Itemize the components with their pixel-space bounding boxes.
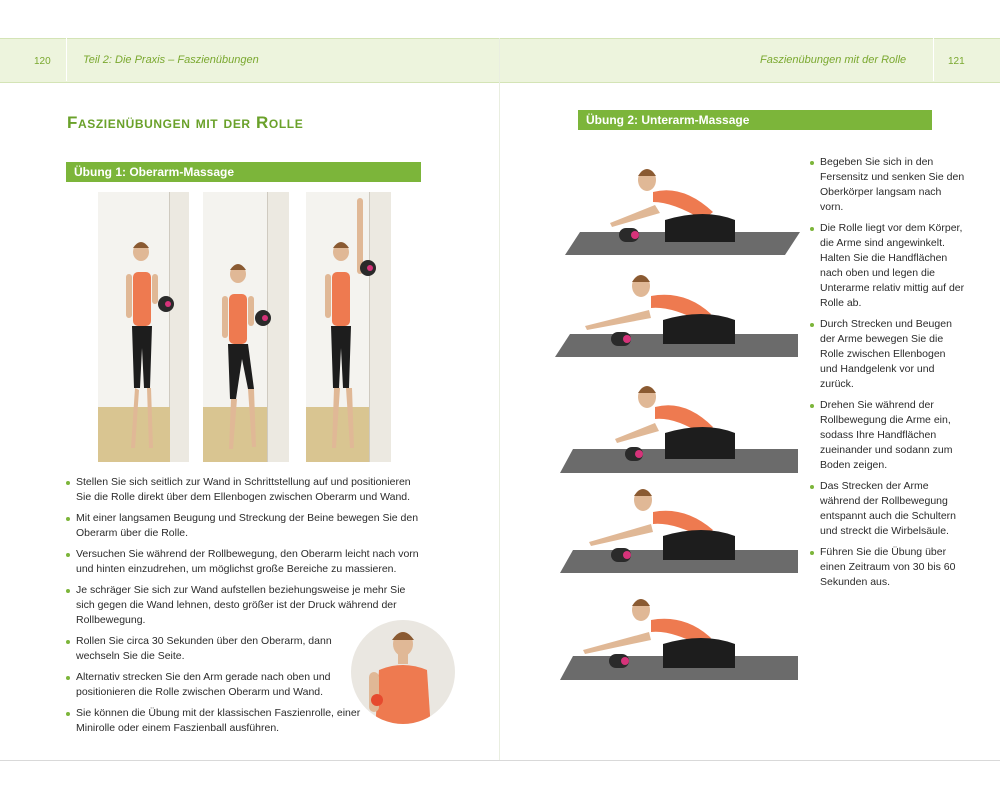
list-item: Die Rolle liegt vor dem Körper, die Arme sind angewinkelt. Halten Sie die Handflächen nach oben und legen die Unterarme relativ mittig auf der Rolle ab.	[810, 221, 965, 311]
left-running-title: Teil 2: Die Praxis – Faszienübungen	[83, 54, 259, 66]
right-running-title: Faszienübungen mit der Rolle	[760, 54, 907, 66]
photo-kneeling-2	[555, 262, 805, 362]
list-item: Begeben Sie sich in den Fersensitz und senken Sie den Oberkörper langsam nach vorn.	[810, 155, 965, 215]
list-item: Alternativ strecken Sie den Arm gerade nach oben und positionieren die Rolle zwischen Oberarm und Wand.	[66, 670, 346, 700]
photo-standing-1	[98, 192, 189, 462]
photo-circle-faszienball	[351, 620, 455, 724]
list-item: Führen Sie die Übung über einen Zeitraum von 30 bis 60 Sekunden aus.	[810, 545, 965, 590]
exercise-2-heading: Übung 2: Unterarm-Massage	[578, 110, 932, 130]
photo-standing-3	[306, 192, 391, 462]
list-item: Drehen Sie während der Rollbewegung die Arme ein, sodass Ihre Handflächen zueinander und sodann zum Boden zeigen.	[810, 398, 965, 473]
chapter-title: Faszienübungen mit der Rolle	[67, 113, 304, 132]
exercise-2-bullets	[810, 155, 965, 596]
photo-kneeling-5	[555, 590, 805, 690]
photo-kneeling-3	[555, 375, 805, 475]
page-bottom-edge	[0, 760, 1000, 761]
header-tab-separator	[933, 38, 934, 81]
list-item: Rollen Sie circa 30 Sekunden über den Oberarm, dann wechseln Sie die Seite.	[66, 634, 346, 664]
list-item: Stellen Sie sich seitlich zur Wand in Schrittstellung auf und positionieren Sie die Rolle direkt über dem Ellenbogen zwischen Oberarm und Wand.	[66, 475, 422, 505]
exercise-1-heading: Übung 1: Oberarm-Massage	[66, 162, 421, 182]
list-item: Je schräger Sie sich zur Wand aufstellen beziehungsweise je mehr Sie sich gegen die Wand lehnen, desto größer ist der Druck während der Rollbewegung.	[66, 583, 422, 628]
left-page-number: 120	[34, 56, 51, 67]
list-item: Mit einer langsamen Beugung und Streckung der Beine bewegen Sie den Oberarm über die Rolle.	[66, 511, 422, 541]
page-gutter	[499, 38, 500, 760]
list-item: Versuchen Sie während der Rollbewegung, den Oberarm leicht nach vorn und hinten einzudrehen, um möglichst große Bereiche zu massieren.	[66, 547, 422, 577]
photo-standing-2	[203, 192, 289, 462]
header-tab-separator	[66, 38, 67, 81]
list-item: Das Strecken der Arme während der Rollbewegung entspannt auch die Schultern und streckt die Wirbelsäule.	[810, 479, 965, 539]
right-page-number: 121	[948, 56, 965, 67]
photo-kneeling-1	[555, 160, 805, 260]
list-item: Sie können die Übung mit der klassischen Faszienrolle, einer Minirolle oder einem Faszienball ausführen.	[66, 706, 366, 736]
photo-kneeling-4	[555, 478, 805, 578]
list-item: Durch Strecken und Beugen der Arme bewegen Sie die Rolle zwischen Ellenbogen und Handgelenk vor und zurück.	[810, 317, 965, 392]
